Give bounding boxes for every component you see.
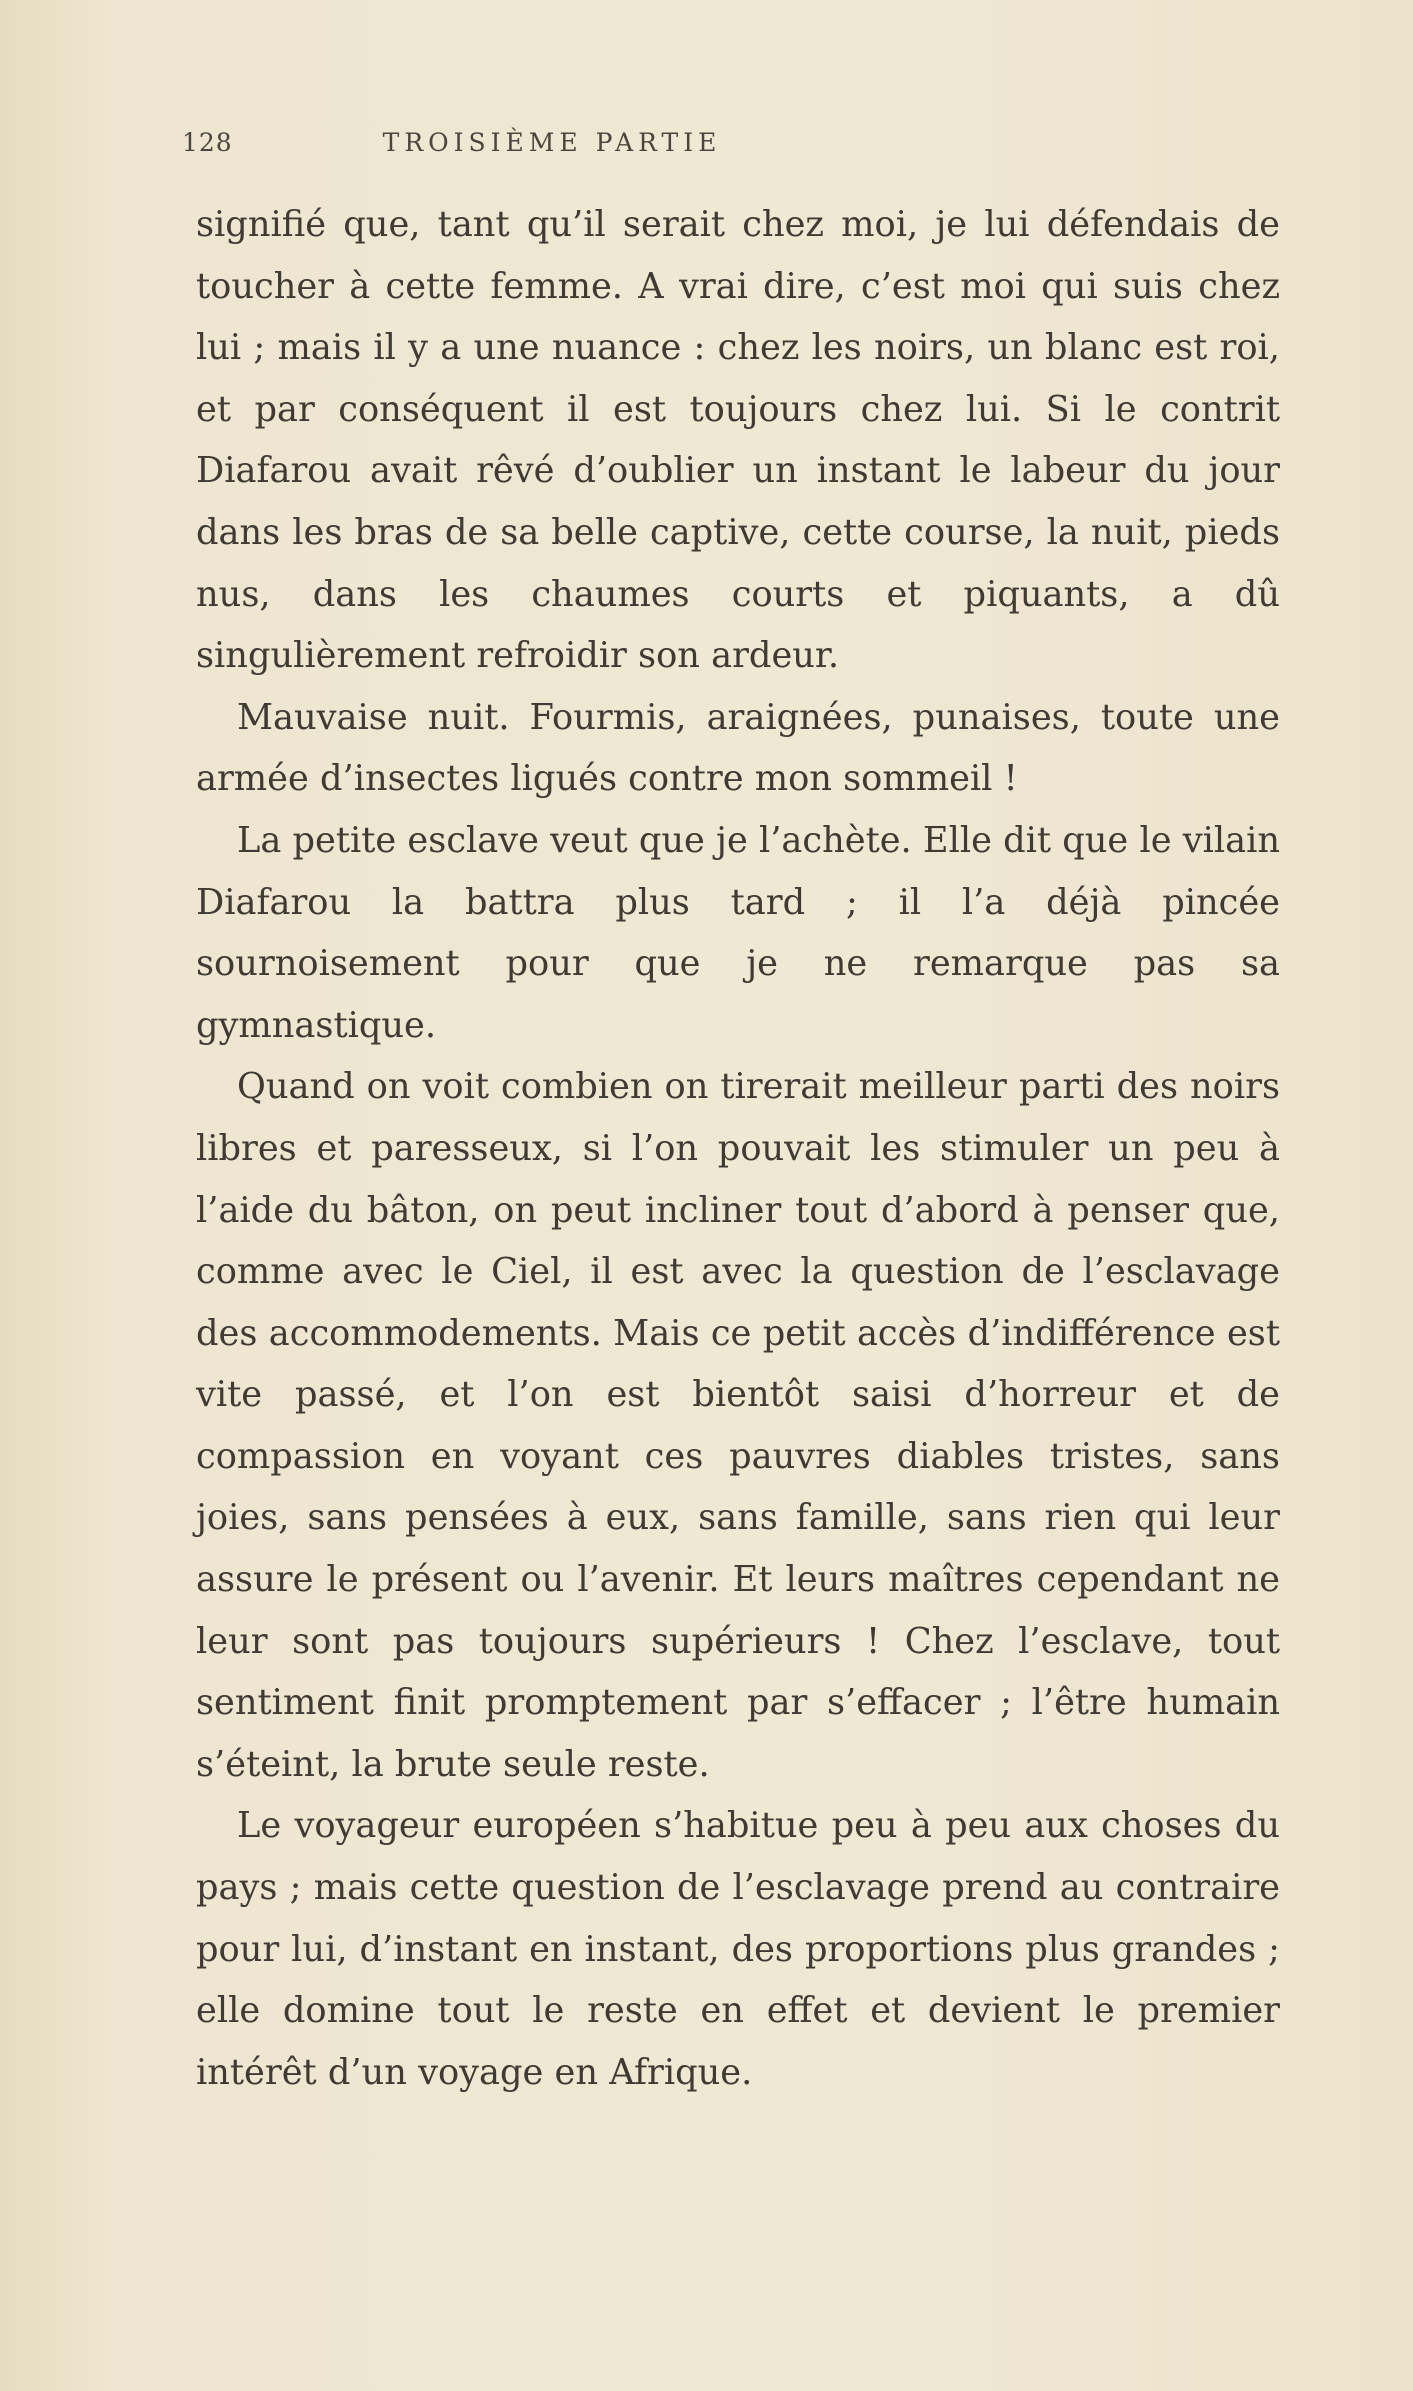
- paragraph: La petite esclave veut que je l’achète. Elle dit que le vilain Diafarou la battra plus tard ; il l’a déjà pincée sournoisement pour que je ne remarque pas sa gymnastique.: [196, 819, 1280, 1046]
- paragraph: Quand on voit combien on tirerait meilleur parti des noirs libres et paresseux, si l’on pouvait les stimuler un peu à l’aide du bâton, on peut incliner tout d’abord à penser que, comme avec le Ciel, il est avec la question de l’esclavage des accommodements. Mais ce petit accès d’indifférence est vite passé, et l’on est bientôt saisi d’horreur et de compassion en voyant ces pauvres diables tristes, sans joies, sans pensées à eux, sans famille, sans rien qui leur assure le présent ou l’avenir. Et leurs maîtres cependant ne leur sont pas toujours supérieurs ! Chez l’esclave, tout sentiment finit promptement par s’effacer ; l’être humain s’éteint, la brute seule reste.: [196, 1066, 1280, 1785]
- paragraph: signifié que, tant qu’il serait chez moi, je lui défendais de toucher à cette femme. A vrai dire, c’est moi qui suis chez lui ; mais il y a une nuance : chez les noirs, un blanc est roi, et par conséquent il est toujours chez lui. Si le contrit Diafarou avait rêvé d’oublier un instant le labeur du jour dans les bras de sa belle captive, cette course, la nuit, pieds nus, dans les chaumes courts et piquants, a dû singulièrement refroidir son ardeur.: [196, 204, 1280, 677]
- page-number: 128: [182, 128, 233, 157]
- page-header: [182, 128, 922, 168]
- paragraph: Mauvaise nuit. Fourmis, araignées, punaises, toute une armée d’insectes ligués contre mon sommeil !: [196, 696, 1280, 800]
- body-text: [196, 194, 1280, 2103]
- paragraph: Le voyageur européen s’habitue peu à peu aux choses du pays ; mais cette question de l’esclavage prend au contraire pour lui, d’instant en instant, des proportions plus grandes ; elle domine tout le reste en effet et devient le premier intérêt d’un voyage en Afrique.: [196, 1805, 1280, 2093]
- running-head: TROISIÈME PARTIE: [382, 128, 722, 157]
